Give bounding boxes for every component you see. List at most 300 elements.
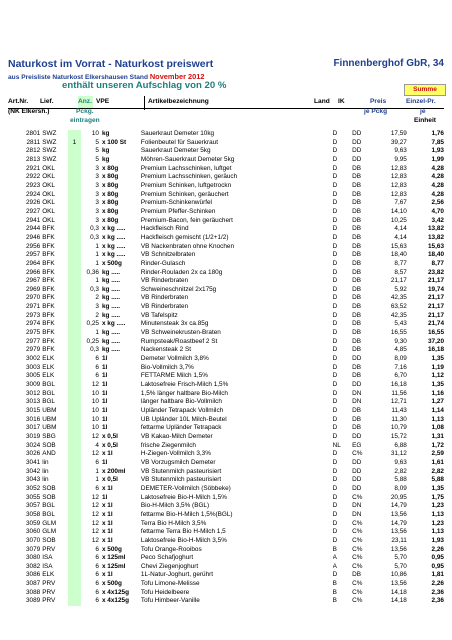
lief-cell: ELK <box>42 571 55 579</box>
table-row <box>8 286 444 295</box>
preis-cell: 10,79 <box>390 424 407 432</box>
table-row <box>8 381 444 390</box>
lief-cell: lin <box>42 467 49 475</box>
einzel-preis-cell: 15,63 <box>428 242 444 250</box>
table-row <box>8 182 444 191</box>
preis-cell: 14,79 <box>390 519 407 527</box>
anz-input-cell[interactable] <box>68 243 82 252</box>
artikel-cell: Schweineschnitzel 2x175g <box>140 285 217 293</box>
art-nr-cell: 3088 <box>25 588 41 596</box>
artikel-cell: Rumpsteak/Roastbeef 2 St <box>140 337 218 345</box>
anz-input-cell[interactable] <box>68 269 82 278</box>
page-title: Naturkost im Vorrat - Naturkost preiswert <box>8 58 214 70</box>
einzel-preis-cell: 19,74 <box>428 285 444 293</box>
anz-input-cell[interactable] <box>68 502 82 511</box>
art-nr-cell: 3024 <box>25 441 41 449</box>
vpe-unit-cell: x 80g <box>101 173 119 181</box>
einzel-preis-cell: 1,13 <box>431 528 444 536</box>
ik-cell: DD <box>352 432 362 440</box>
anz-input-cell[interactable] <box>68 511 82 520</box>
ik-cell: DB <box>352 207 362 215</box>
lief-cell: ISA <box>42 554 53 562</box>
land-cell: D <box>332 251 338 259</box>
vpe-qty-cell: 4 <box>95 441 99 449</box>
artikel-cell: Tofu Orange-Rooibos <box>140 545 202 553</box>
table-row <box>8 528 444 537</box>
ik-cell: DB <box>352 199 362 207</box>
vpe-qty-cell: 0,3 <box>90 285 99 293</box>
ik-cell: DB <box>352 190 362 198</box>
vpe-qty-cell: 1 <box>95 277 99 285</box>
vpe-unit-cell: x 200ml <box>101 467 126 475</box>
ik-cell: DB <box>352 242 362 250</box>
lief-cell: BFK <box>42 320 55 328</box>
lief-cell: UBM <box>42 407 57 414</box>
anz-input-cell[interactable] <box>68 589 82 598</box>
ik-cell: DD <box>352 155 362 163</box>
artikel-cell: Demeter Vollmilch 3,8% <box>140 355 209 363</box>
vpe-unit-cell: 1l <box>101 398 108 406</box>
artikel-cell: VB Tafelspitz <box>140 311 178 319</box>
anz-input-cell[interactable] <box>68 485 82 494</box>
vpe-unit-cell: 1l <box>101 381 108 389</box>
vpe-qty-cell: 6 <box>95 458 99 466</box>
anz-input-cell[interactable] <box>68 563 82 572</box>
vpe-unit-cell: 1l <box>101 389 108 397</box>
preis-cell: 8,09 <box>394 484 407 492</box>
anz-input-cell[interactable] <box>68 173 82 182</box>
anz-input-cell[interactable] <box>68 364 82 373</box>
lief-cell: BFK <box>42 311 55 319</box>
art-nr-cell: 3019 <box>25 432 41 440</box>
ik-cell: DB <box>352 173 362 181</box>
table-row <box>8 597 444 606</box>
artikel-cell: VB Rinderbraten <box>140 277 189 285</box>
einzel-preis-cell: 4,28 <box>431 164 444 172</box>
preis-cell: 15,63 <box>390 242 407 250</box>
vpe-unit-cell: x 1l <box>101 484 113 492</box>
anz-input-cell[interactable] <box>68 528 82 537</box>
land-cell: D <box>332 346 338 354</box>
einzel-preis-cell: 13,82 <box>428 233 444 241</box>
lief-cell: GLM <box>42 528 57 536</box>
anz-input-cell[interactable] <box>68 260 82 269</box>
einzel-preis-cell: 1,93 <box>431 147 444 155</box>
artikel-cell: VB Stutenmilch pasteurisiert <box>140 476 222 484</box>
art-nr-cell: 3060 <box>25 528 41 536</box>
einzel-preis-cell: 4,28 <box>431 190 444 198</box>
anz-input-cell[interactable]: 1 <box>68 139 82 148</box>
lief-cell: SWZ <box>42 138 57 146</box>
vpe-unit-cell: x 0,5l <box>101 476 118 484</box>
vpe-qty-cell: 0,3 <box>90 346 99 354</box>
lief-cell: ÖKL <box>42 164 55 172</box>
art-nr-cell: 3026 <box>25 450 41 458</box>
einzel-preis-cell: 21,17 <box>428 303 444 311</box>
preis-cell: 4,85 <box>394 346 407 354</box>
anz-input-cell[interactable] <box>68 208 82 217</box>
vpe-qty-cell: 12 <box>91 432 99 440</box>
land-cell: B <box>332 597 337 605</box>
land-cell: D <box>332 164 338 172</box>
anz-input-cell[interactable] <box>68 390 82 399</box>
table-row <box>8 277 444 286</box>
einzel-preis-cell: 7,85 <box>431 138 444 146</box>
subtitle-date: November 2012 <box>149 72 205 81</box>
summe-cell[interactable]: Summe <box>404 84 446 96</box>
col-nk: (NK Elkersh.) <box>8 108 50 115</box>
anz-input-cell[interactable] <box>68 329 82 338</box>
anz-input-cell[interactable] <box>68 468 82 477</box>
anz-input-cell[interactable] <box>68 182 82 191</box>
ik-cell: DB <box>352 294 362 302</box>
table-row <box>8 191 444 200</box>
subtitle-prefix: aus Preisliste Naturkost Elkershausen Stand <box>8 74 148 81</box>
einzel-preis-cell: 21,17 <box>428 294 444 302</box>
einzel-preis-cell: 16,55 <box>428 329 444 337</box>
anz-input-cell[interactable] <box>68 156 82 165</box>
lief-cell: BGL <box>42 510 55 518</box>
ik-cell: DN <box>352 510 362 518</box>
ik-cell: DD <box>352 147 362 155</box>
col-je: je <box>420 108 426 115</box>
preis-cell: 6,70 <box>394 372 407 380</box>
lief-cell: BFK <box>42 259 55 267</box>
art-nr-cell: 2957 <box>25 251 41 259</box>
col-art-nr: Art.Nr. <box>8 98 29 105</box>
anz-input-cell[interactable] <box>68 346 82 355</box>
land-cell: D <box>332 536 338 544</box>
ik-cell: DB <box>352 424 362 432</box>
artikel-cell: Premium Pfeffer-Schinken <box>140 207 216 215</box>
anz-input-cell[interactable] <box>68 191 82 200</box>
anz-input-cell[interactable] <box>68 442 82 451</box>
preis-cell: 14,18 <box>390 588 407 596</box>
vpe-unit-cell: x 500g <box>101 580 122 588</box>
anz-input-cell[interactable] <box>68 277 82 286</box>
artikel-cell: Laktosefreie Frisch-Milch 1,5% <box>140 381 229 389</box>
anz-input-cell[interactable] <box>68 372 82 381</box>
artikel-cell: DEMETER-Vollmilch (Söbbeke) <box>140 484 231 492</box>
vpe-unit-cell: 1l <box>101 363 108 371</box>
land-cell: D <box>332 528 338 536</box>
anz-input-cell[interactable] <box>68 398 82 407</box>
vpe-unit-cell: x 1l <box>101 571 113 579</box>
table-row <box>8 346 444 355</box>
vpe-qty-cell: 10 <box>91 407 99 414</box>
anz-input-cell[interactable] <box>68 147 82 156</box>
einzel-preis-cell: 2,26 <box>431 545 444 553</box>
preis-cell: 13,56 <box>390 528 407 536</box>
artikel-cell: Minutensteak 3x ca.85g <box>140 320 209 328</box>
art-nr-cell: 3043 <box>25 476 41 484</box>
table-row <box>8 312 444 321</box>
ik-cell: DD <box>352 381 362 389</box>
anz-input-cell[interactable] <box>68 580 82 589</box>
vpe-unit-cell: x 500g <box>101 259 122 267</box>
ik-cell: DB <box>352 346 362 354</box>
land-cell: D <box>332 467 338 475</box>
art-nr-cell: 2956 <box>25 242 41 250</box>
anz-input-cell[interactable] <box>68 537 82 546</box>
artikel-cell: Premium Lachsschinken, geräuch <box>140 173 238 181</box>
preis-cell: 4,14 <box>394 233 407 241</box>
vpe-unit-cell: kg ..... <box>101 294 121 302</box>
art-nr-cell: 3055 <box>25 493 41 501</box>
anz-input-cell[interactable] <box>68 225 82 234</box>
land-cell: D <box>332 458 338 466</box>
col-land: Land <box>314 98 330 105</box>
vpe-qty-cell: 0,3 <box>90 233 99 241</box>
table-row <box>8 139 444 148</box>
anz-input-cell[interactable] <box>68 520 82 529</box>
anz-input-cell[interactable] <box>68 320 82 329</box>
vpe-unit-cell: x 1l <box>101 450 113 458</box>
table-row <box>8 476 444 485</box>
anz-input-cell[interactable] <box>68 303 82 312</box>
anz-input-cell[interactable] <box>68 554 82 563</box>
preis-cell: 42,35 <box>390 294 407 302</box>
anz-input-cell[interactable] <box>68 476 82 485</box>
vpe-unit-cell: x 80g <box>101 181 119 189</box>
anz-input-cell[interactable] <box>68 450 82 459</box>
lief-cell: BGL <box>42 398 55 406</box>
anz-input-cell[interactable] <box>68 424 82 433</box>
land-cell: D <box>332 294 338 302</box>
vpe-unit-cell: kg ..... <box>101 268 121 276</box>
einzel-preis-cell: 37,20 <box>428 337 444 345</box>
preis-cell: 42,35 <box>390 311 407 319</box>
ik-cell: DD <box>352 355 362 363</box>
vpe-qty-cell: 12 <box>91 450 99 458</box>
anz-input-cell[interactable] <box>68 355 82 364</box>
anz-input-cell[interactable] <box>68 130 82 139</box>
einzel-preis-cell: 1,35 <box>431 484 444 492</box>
company-name: Finnenberghof GbR, 34 <box>333 58 444 69</box>
table-row <box>8 433 444 442</box>
artikel-cell: UB Upländer 10L Milch-Beutel <box>140 415 227 423</box>
land-cell: D <box>332 233 338 241</box>
vpe-qty-cell: 10 <box>91 424 99 432</box>
anz-input-cell[interactable] <box>68 294 82 303</box>
artikel-cell: Premium Schinken, geräuchert <box>140 190 229 198</box>
vpe-qty-cell: 6 <box>95 545 99 553</box>
einzel-preis-cell: 1,23 <box>431 502 444 510</box>
vpe-unit-cell: x 4x125g <box>101 588 129 596</box>
anz-input-cell[interactable] <box>68 597 82 606</box>
table-row <box>8 338 444 347</box>
art-nr-cell: 2813 <box>25 155 41 163</box>
lief-cell: SWZ <box>42 147 57 155</box>
table-row <box>8 199 444 208</box>
ik-cell: DB <box>352 277 362 285</box>
preis-cell: 12,83 <box>390 164 407 172</box>
col-vpe: VPE <box>96 98 110 105</box>
col-preis: Preis <box>370 98 387 105</box>
artikel-cell: Nackensteak 2 St <box>140 346 192 354</box>
art-nr-cell: 3041 <box>25 458 41 466</box>
anz-input-cell[interactable] <box>68 494 82 503</box>
table-row <box>8 165 444 174</box>
lief-cell: SWZ <box>42 130 57 137</box>
anz-input-cell[interactable] <box>68 546 82 555</box>
vpe-unit-cell: x 1l <box>101 536 113 544</box>
land-cell: D <box>332 363 338 371</box>
ik-cell: C% <box>352 450 363 458</box>
preis-cell: 11,56 <box>391 389 407 397</box>
vpe-qty-cell: 12 <box>91 493 99 501</box>
lief-cell: BFK <box>42 329 55 337</box>
vpe-unit-cell: kg ..... <box>101 285 121 293</box>
einzel-preis-cell: 16,18 <box>428 346 444 354</box>
artikel-cell: Premium Schinken, luftgetrockn <box>140 181 232 189</box>
preis-cell: 2,82 <box>394 467 407 475</box>
lief-cell: lin <box>42 458 49 466</box>
artikel-cell: Sauerkraut Demeter 10kg <box>140 130 215 137</box>
land-cell: B <box>332 588 337 596</box>
land-cell: D <box>332 285 338 293</box>
preis-cell: 8,77 <box>394 259 407 267</box>
preis-cell: 5,92 <box>394 285 407 293</box>
vpe-qty-cell: 6 <box>95 484 99 492</box>
markup-note: enthält unseren Aufschlag von 20 % <box>62 80 227 91</box>
col-ik: IK <box>338 98 345 105</box>
preis-cell: 11,43 <box>391 407 407 414</box>
vpe-qty-cell: 10 <box>91 389 99 397</box>
artikel-cell: Bio-Vollmilch 3,7% <box>140 363 194 371</box>
ik-cell: DB <box>352 363 362 371</box>
table-row <box>8 364 444 373</box>
artikel-cell: fettarme Bio-H-Milch 1,5%(BGL) <box>140 510 233 518</box>
table-row <box>8 355 444 364</box>
preis-cell: 5,43 <box>394 320 407 328</box>
anz-input-cell[interactable] <box>68 251 82 260</box>
artikel-cell: Premium-Schinkenwürfel <box>140 199 212 207</box>
einzel-preis-cell: 1,16 <box>431 389 444 397</box>
ik-cell: DB <box>352 268 362 276</box>
vpe-unit-cell: x kg ..... <box>101 242 126 250</box>
vpe-qty-cell: 5 <box>95 155 99 163</box>
anz-input-cell[interactable] <box>68 416 82 425</box>
einzel-preis-cell: 4,28 <box>431 181 444 189</box>
vpe-unit-cell: x 0,5l <box>101 441 118 449</box>
ik-cell: C% <box>352 597 363 605</box>
artikel-cell: VB Nackenbraten ohne Knochen <box>140 242 235 250</box>
anz-input-cell[interactable] <box>68 165 82 174</box>
art-nr-cell: 2969 <box>25 285 41 293</box>
vpe-unit-cell: 1l <box>101 355 108 363</box>
vpe-unit-cell: x 1l <box>101 502 113 510</box>
col-pckg: Pckg. <box>76 108 94 115</box>
art-nr-cell: 2979 <box>25 346 41 354</box>
lief-cell: SWZ <box>42 155 57 163</box>
ik-cell: DB <box>352 571 362 579</box>
art-nr-cell: 2967 <box>25 277 41 285</box>
ik-cell: DB <box>352 225 362 233</box>
col-artikel: Artikelbezeichnung <box>148 98 209 105</box>
anz-input-cell[interactable] <box>68 234 82 243</box>
preis-cell: 20,95 <box>390 493 407 501</box>
land-cell: D <box>332 147 338 155</box>
vpe-unit-cell: 1l <box>101 407 108 414</box>
preis-cell: 12,83 <box>390 181 407 189</box>
art-nr-cell: 3017 <box>25 424 41 432</box>
lief-cell: BFK <box>42 337 55 345</box>
table-row <box>8 442 444 451</box>
einzel-preis-cell: 2,26 <box>431 580 444 588</box>
vpe-qty-cell: 6 <box>95 588 99 596</box>
lief-cell: BGL <box>42 381 55 389</box>
artikel-cell: VB Schnitzelbraten <box>140 251 196 259</box>
col-anz: Anz. <box>78 98 92 105</box>
anz-input-cell[interactable] <box>68 571 82 580</box>
anz-input-cell[interactable] <box>68 199 82 208</box>
einzel-preis-cell: 1,35 <box>431 355 444 363</box>
table-row <box>8 563 444 572</box>
table-row <box>8 156 444 165</box>
preis-cell: 7,16 <box>394 363 407 371</box>
land-cell: D <box>332 225 338 233</box>
table-row <box>8 571 444 580</box>
art-nr-cell: 3009 <box>25 381 41 389</box>
land-cell: D <box>332 268 338 276</box>
preis-cell: 12,71 <box>390 398 407 406</box>
artikel-cell: Tofu Limone-Melisse <box>140 580 200 588</box>
land-cell: D <box>332 372 338 380</box>
table-row <box>8 130 444 139</box>
table-row <box>8 511 444 520</box>
land-cell: D <box>332 277 338 285</box>
land-cell: D <box>332 381 338 389</box>
anz-input-cell[interactable] <box>68 381 82 390</box>
einzel-preis-cell: 2,56 <box>431 199 444 207</box>
land-cell: D <box>332 571 338 579</box>
anz-input-cell[interactable] <box>68 312 82 321</box>
vpe-unit-cell: x 125ml <box>101 554 126 562</box>
vpe-unit-cell: kg ..... <box>101 346 121 354</box>
anz-input-cell[interactable] <box>68 407 82 416</box>
land-cell: D <box>332 329 338 337</box>
vpe-qty-cell: 3 <box>95 303 99 311</box>
table-row <box>8 554 444 563</box>
art-nr-cell: 2801 <box>25 130 41 137</box>
lief-cell: ÖKL <box>42 190 55 198</box>
vpe-qty-cell: 3 <box>95 173 99 181</box>
preis-cell: 13,56 <box>390 510 407 518</box>
anz-input-cell[interactable] <box>68 459 82 468</box>
vpe-unit-cell: 1l <box>101 493 108 501</box>
art-nr-cell: 2927 <box>25 207 41 215</box>
einzel-preis-cell: 1,72 <box>431 441 444 449</box>
anz-input-cell[interactable] <box>68 217 82 226</box>
anz-input-cell[interactable] <box>68 286 82 295</box>
preis-cell: 5,70 <box>394 562 407 570</box>
vpe-unit-cell: x 125ml <box>101 562 126 570</box>
lief-cell: ÖKL <box>42 199 55 207</box>
vpe-unit-cell: 1l <box>101 424 108 432</box>
art-nr-cell: 2812 <box>25 147 41 155</box>
einzel-preis-cell: 3,42 <box>431 216 444 224</box>
art-nr-cell: 3005 <box>25 372 41 380</box>
anz-input-cell[interactable] <box>68 338 82 347</box>
artikel-cell: 1L-Natur-Joghurt, gerührt <box>140 571 214 579</box>
ik-cell: C% <box>352 536 363 544</box>
ik-cell: DD <box>352 138 362 146</box>
ik-cell: DB <box>352 233 362 241</box>
column-headers <box>8 96 444 128</box>
anz-input-cell[interactable] <box>68 433 82 442</box>
ik-cell: DB <box>352 216 362 224</box>
